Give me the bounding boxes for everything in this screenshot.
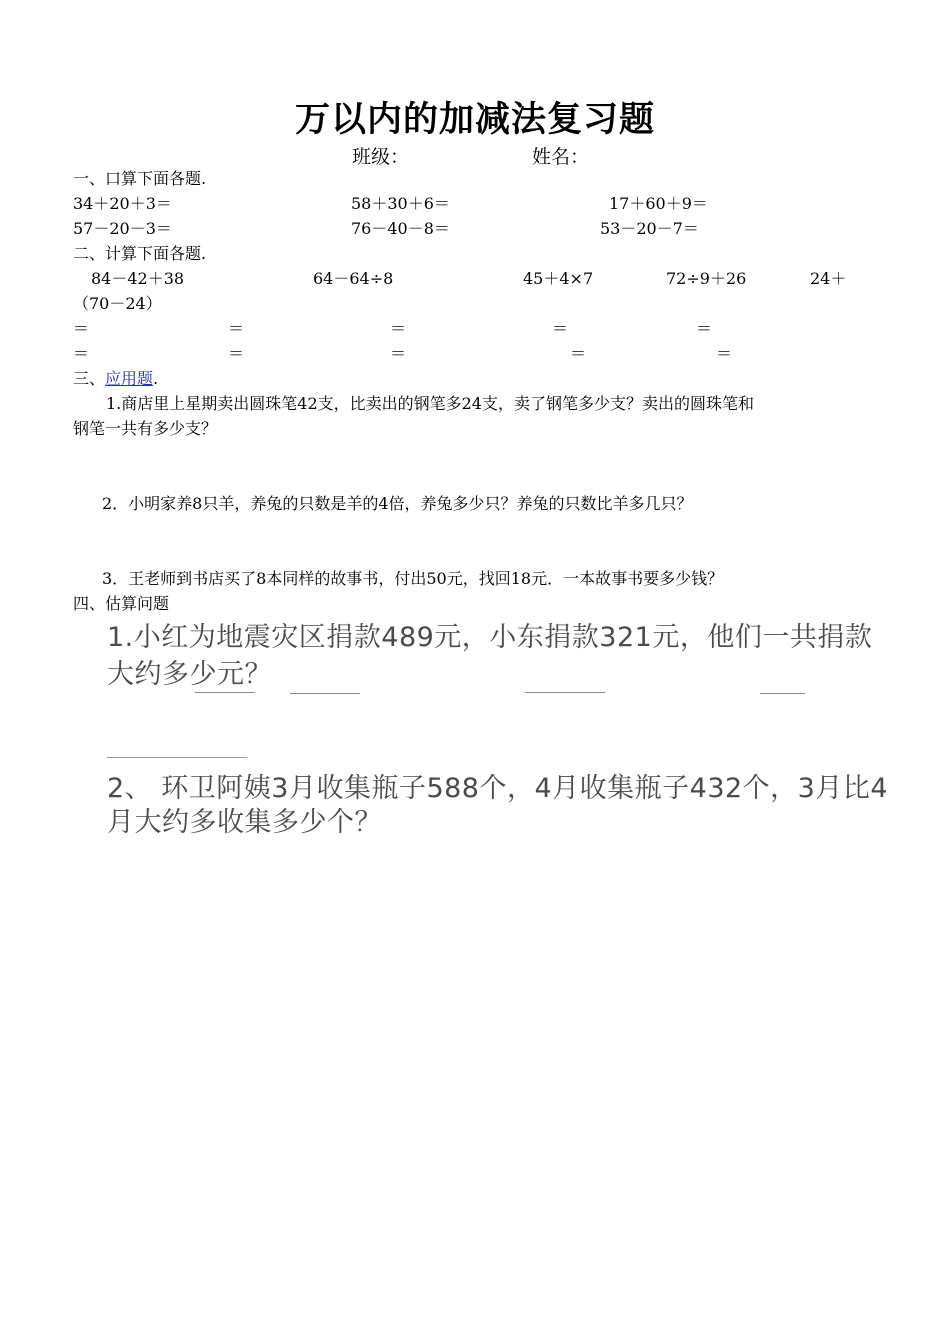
section2-heading: 二、计算下面各题. <box>73 244 207 263</box>
word-problem-2: 2．小明家养8只羊，养兔的只数是羊的4倍，养兔多少只？养兔的只数比羊多几只？ <box>102 494 693 513</box>
equals-sign: ＝ <box>390 344 407 363</box>
estimation-problem-2-line1: 2、 环卫阿姨3月收集瓶子588个，4月收集瓶子432个，3月比4 <box>107 773 889 804</box>
oral-problem: 58＋30＋6＝ <box>351 194 450 213</box>
word-problem-3: 3．王老师到书店买了8本同样的故事书，付出50元，找回18元．一本故事书要多少钱？ <box>102 569 724 588</box>
section3-heading-suffix: . <box>153 369 159 388</box>
word-problem-1-line1: 1.商店里上星期卖出圆珠笔42支，比卖出的钢笔多24支，卖了钢笔多少支？卖出的圆珠笔和 <box>106 394 754 413</box>
scan-artifact <box>290 693 360 694</box>
equals-sign: ＝ <box>73 344 90 363</box>
section3-heading-prefix: 三、 <box>73 369 106 388</box>
word-problem-1-line2: 钢笔一共有多少支？ <box>73 419 218 438</box>
equals-sign: ＝ <box>716 344 733 363</box>
equals-sign: ＝ <box>696 319 713 338</box>
equals-sign: ＝ <box>228 319 245 338</box>
equals-sign: ＝ <box>228 344 245 363</box>
scan-artifact <box>195 692 255 693</box>
scan-artifact <box>760 693 805 694</box>
calc-problem: 45＋4×7 <box>523 269 594 288</box>
calc-problem: 72÷9＋26 <box>666 269 747 288</box>
oral-problem: 53－20－7＝ <box>600 219 699 238</box>
calc-continuation: （70－24） <box>73 294 162 313</box>
oral-problem: 76－40－8＝ <box>351 219 450 238</box>
equals-sign: ＝ <box>570 344 587 363</box>
section1-heading: 一、口算下面各题. <box>73 169 207 188</box>
section4-heading: 四、估算问题 <box>73 594 170 613</box>
section3-heading <box>73 366 158 389</box>
calc-problem: 84－42＋38 <box>91 269 185 288</box>
page-title: 万以内的加减法复习题 <box>294 99 655 140</box>
applied-problems-link[interactable]: 应用题 <box>105 369 154 388</box>
oral-problem: 57－20－3＝ <box>73 219 172 238</box>
oral-problem: 17＋60＋9＝ <box>609 194 708 213</box>
estimation-problem-1-line1: 1.小红为地震灾区捐款489元，小东捐款321元，他们一共捐款 <box>107 622 873 653</box>
scan-artifact <box>525 692 605 693</box>
scan-artifact <box>107 757 247 758</box>
estimation-problem-2-line2: 月大约多收集多少个？ <box>107 807 382 838</box>
name-label: 姓名： <box>532 146 590 168</box>
equals-sign: ＝ <box>552 319 569 338</box>
equals-sign: ＝ <box>73 319 90 338</box>
calc-problem: 24＋ <box>810 269 847 288</box>
class-label: 班级： <box>352 146 410 168</box>
calc-problem: 64－64÷8 <box>313 269 394 288</box>
oral-problem: 34＋20＋3＝ <box>73 194 172 213</box>
estimation-problem-1-line2: 大约多少元？ <box>107 659 272 690</box>
equals-sign: ＝ <box>390 319 407 338</box>
